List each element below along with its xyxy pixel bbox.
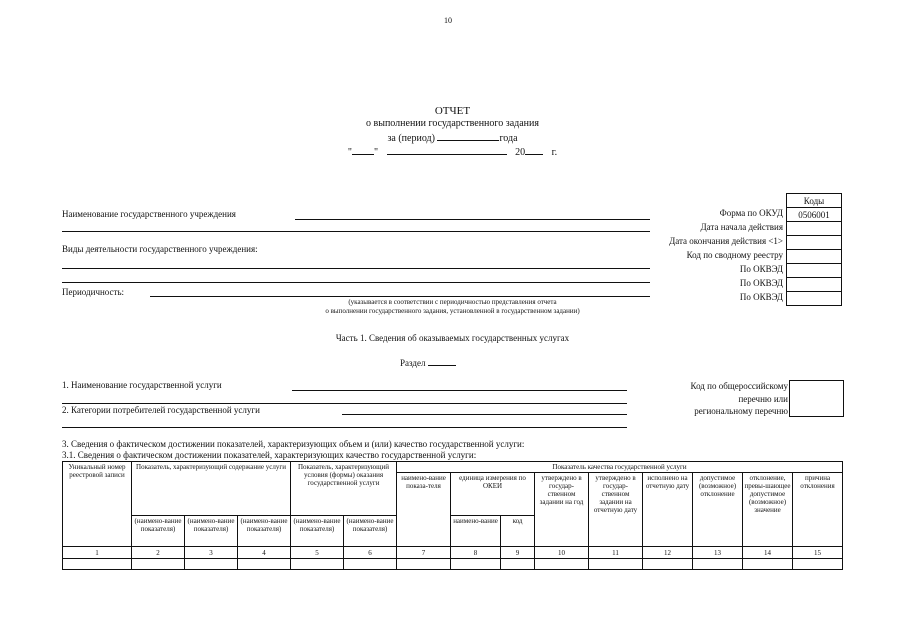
end-date-label: Дата окончания действия <1> — [669, 236, 783, 246]
okud-code: 0506001 — [787, 208, 842, 222]
end-date-cell[interactable] — [787, 236, 842, 250]
data-cell[interactable] — [238, 559, 291, 570]
registry-code-cell[interactable] — [787, 250, 842, 264]
institution-name-line[interactable] — [295, 219, 650, 220]
okud-label: Форма по ОКУД — [719, 208, 783, 218]
section31-title: 3.1. Сведения о фактическом достижении показателей, характеризующих качество государственной услуги: — [62, 450, 477, 460]
activity-line-1[interactable] — [62, 268, 650, 269]
month-field[interactable] — [387, 145, 507, 155]
okved2-cell[interactable] — [787, 278, 842, 292]
report-title: ОТЧЕТ — [434, 105, 471, 117]
data-cell[interactable] — [693, 559, 743, 570]
column-number: 5 — [291, 547, 344, 559]
codes-table — [786, 193, 842, 306]
h-sub-6: (наимено-вание показателя) — [344, 516, 397, 547]
page-number: 10 — [444, 16, 452, 25]
periodicity-note-2: о выполнении государственного задания, установленной в государственном задании) — [325, 307, 580, 315]
column-number: 2 — [132, 547, 185, 559]
consumers-label: 2. Категории потребителей государственной услуги — [62, 405, 260, 415]
h-executed: исполнено на отчетную дату — [643, 473, 693, 547]
periodicity-note-1: (указывается в соответствии с периодичностью представления отчета — [348, 298, 557, 306]
periodicity-line[interactable] — [150, 296, 650, 297]
column-number: 1 — [63, 547, 132, 559]
data-cell[interactable] — [185, 559, 238, 570]
column-number: 13 — [693, 547, 743, 559]
data-cell[interactable] — [291, 559, 344, 570]
h-name: наимено-вание показа-теля — [397, 473, 451, 547]
h-allowed-dev: допустимое (возможное) отклонение — [693, 473, 743, 547]
data-cell[interactable] — [344, 559, 397, 570]
column-number: 15 — [793, 547, 843, 559]
period-field[interactable] — [437, 131, 499, 141]
h-conditions: Показатель, характеризующий условия (формы) оказания государственной услуги — [291, 462, 397, 516]
h-content: Показатель, характеризующий содержание услуги — [132, 462, 291, 516]
h-reason: причина отклонения — [793, 473, 843, 547]
code-general-2: перечню или — [738, 394, 788, 404]
h-approved-year: утверждено в государ-ственном задании на год — [535, 473, 589, 547]
code-general-3: региональному перечню — [694, 406, 788, 416]
periodicity-label: Периодичность: — [62, 287, 125, 297]
h-sub-5: (наимено-вание показателя) — [291, 516, 344, 547]
h-unique: Уникальный номер реестровой записи — [63, 462, 132, 547]
okved2-label: По ОКВЭД — [739, 278, 783, 288]
section-field[interactable] — [428, 356, 456, 366]
h-sub-3: (наимено-вание показателя) — [185, 516, 238, 547]
column-number: 8 — [451, 547, 501, 559]
column-number: 3 — [185, 547, 238, 559]
part-title: Часть 1. Сведения об оказываемых государственных услугах — [335, 333, 570, 343]
h-sub-4: (наимено-вание показателя) — [238, 516, 291, 547]
h-unit-code: код — [501, 516, 535, 547]
start-date-cell[interactable] — [787, 222, 842, 236]
consumers-line-2[interactable] — [62, 427, 627, 428]
report-date: " " 20 г. — [347, 147, 558, 158]
column-number: 9 — [501, 547, 535, 559]
start-date-label: Дата начала действия — [700, 222, 783, 232]
section3-title: 3. Сведения о фактическом достижении показателей, характеризующих объем и (или) качество государственной услуги: — [62, 439, 525, 449]
data-cell[interactable] — [397, 559, 451, 570]
column-number: 10 — [535, 547, 589, 559]
column-numbers-row — [63, 547, 843, 559]
activity-types-label: Виды деятельности государственного учреждения: — [62, 244, 258, 254]
column-number: 4 — [238, 547, 291, 559]
column-number: 6 — [344, 547, 397, 559]
general-list-code-box[interactable] — [789, 380, 844, 417]
consumers-line[interactable] — [342, 414, 627, 415]
registry-code-label: Код по сводному реестру — [686, 250, 783, 260]
h-unit: единица измерения по ОКЕИ — [451, 473, 535, 516]
data-cell[interactable] — [589, 559, 643, 570]
data-cell[interactable] — [63, 559, 132, 570]
column-number: 14 — [743, 547, 793, 559]
h-sub-2: (наимено-вание показателя) — [132, 516, 185, 547]
data-cell[interactable] — [743, 559, 793, 570]
column-number: 12 — [643, 547, 693, 559]
institution-name-line-2[interactable] — [62, 231, 650, 232]
column-number: 7 — [397, 547, 451, 559]
quality-indicators-table — [62, 461, 843, 570]
codes-header: Коды — [787, 194, 842, 208]
service-name-label: 1. Наименование государственной услуги — [62, 380, 222, 390]
service-name-line-2[interactable] — [62, 403, 627, 404]
h-approved-date: утверждено в государ-ственном задании на отчетную дату — [589, 473, 643, 547]
year-field[interactable] — [525, 145, 543, 155]
h-over-dev: отклонение, превы-шающее допустимое (возможное) значение — [743, 473, 793, 547]
okved1-cell[interactable] — [787, 264, 842, 278]
data-row[interactable] — [63, 559, 843, 570]
report-subtitle: о выполнении государственного задания — [366, 118, 539, 129]
code-general-1: Код по общероссийскому — [690, 381, 788, 391]
day-field[interactable] — [352, 145, 374, 155]
h-unit-name: наимено-вание — [451, 516, 501, 547]
data-cell[interactable] — [451, 559, 501, 570]
report-period: за (период) года — [387, 133, 518, 144]
column-number: 11 — [589, 547, 643, 559]
institution-name-label: Наименование государственного учреждения — [62, 209, 236, 219]
activity-line-2[interactable] — [62, 282, 650, 283]
okved1-label: По ОКВЭД — [739, 264, 783, 274]
h-quality: Показатель качества государственной услуги — [397, 462, 843, 473]
data-cell[interactable] — [535, 559, 589, 570]
data-cell[interactable] — [793, 559, 843, 570]
data-cell[interactable] — [643, 559, 693, 570]
section-label: Раздел — [400, 356, 456, 368]
service-name-line[interactable] — [292, 390, 627, 391]
data-cell[interactable] — [501, 559, 535, 570]
data-cell[interactable] — [132, 559, 185, 570]
okved3-label: По ОКВЭД — [739, 292, 783, 302]
